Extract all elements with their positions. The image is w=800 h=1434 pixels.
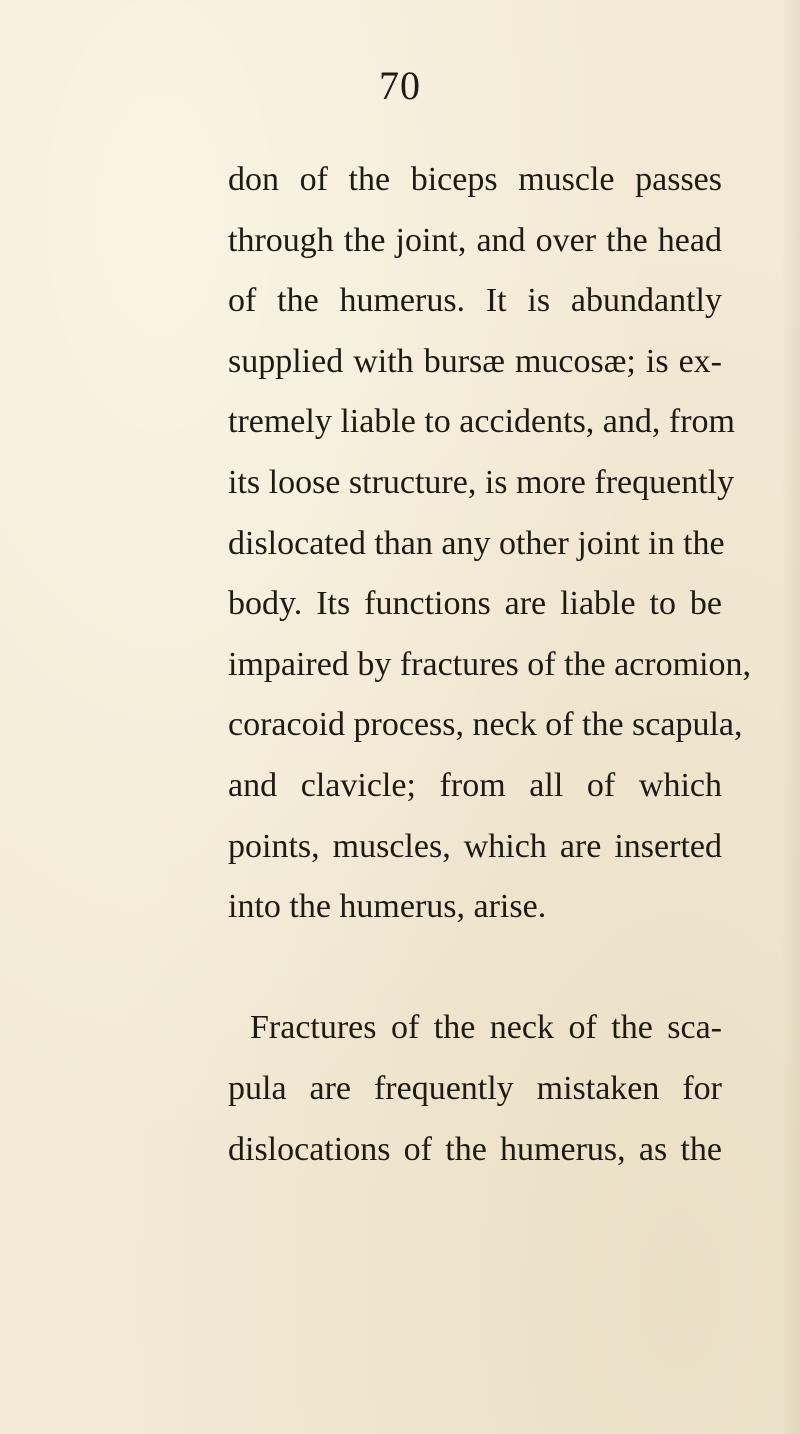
text-line: dislocations of the humerus, as the [228,1130,722,1168]
text-line: tremely liable to accidents, and, from [228,403,735,441]
text-line: impaired by fractures of the acromion, [228,645,752,683]
text-line: coracoid process, neck of the scapula, [228,706,743,744]
text-line: Fractures of the neck of the sca- [250,1009,722,1047]
text-line: dislocated than any other joint in the [228,524,725,562]
text-line: and clavicle; from all of which [228,766,722,804]
text-line: its loose structure, is more frequently [228,463,735,501]
text-line: pula are frequently mistaken for [228,1069,722,1107]
text-line: into the humerus, arise. [228,888,547,926]
body-text [228,150,752,1180]
text-line: body. Its functions are liable to be [228,585,722,623]
page-edge-shadow [782,0,800,1434]
paragraph-1 [228,150,752,938]
text-line: of the humerus. It is abundantly [228,282,722,320]
text-line: supplied with bursæ mucosæ; is ex- [228,342,722,380]
paragraph-2 [228,998,722,1180]
page-number: 70 [379,63,421,108]
text-line: points, muscles, which are inserted [228,827,722,865]
text-line: through the joint, and over the head [228,221,722,259]
paragraph-gap [228,938,722,999]
text-line: don of the biceps muscle passes [228,161,722,198]
